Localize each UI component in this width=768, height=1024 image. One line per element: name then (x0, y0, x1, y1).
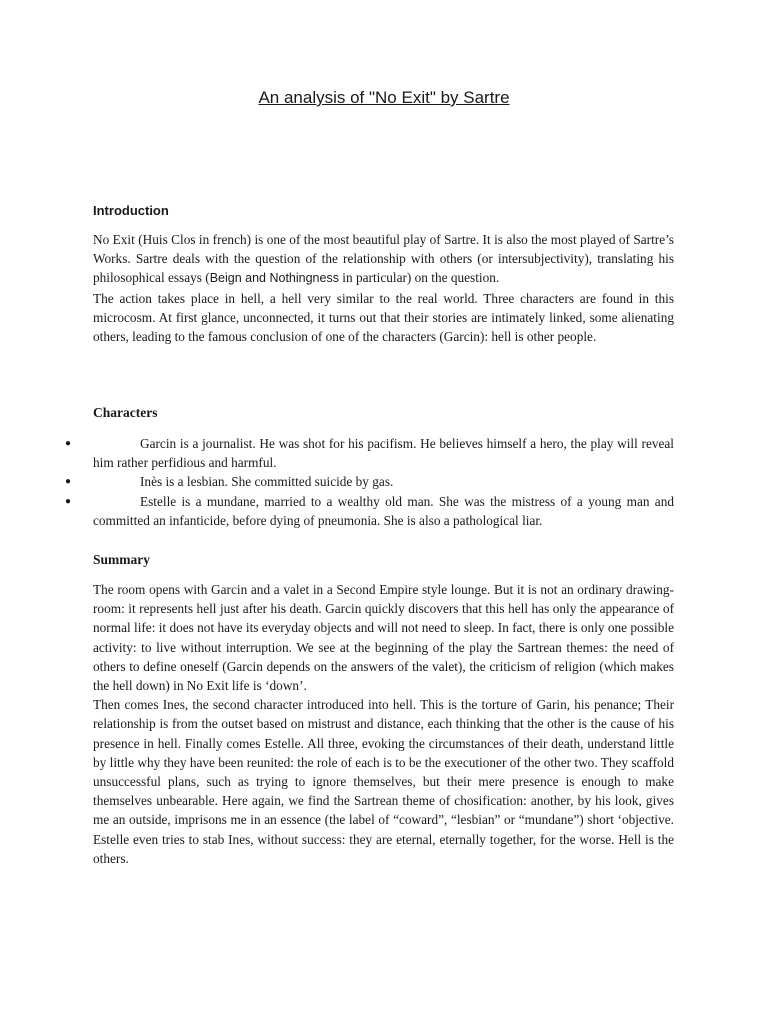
list-item (65, 472, 674, 491)
list-item (65, 434, 674, 472)
introduction-paragraph-2: The action takes place in hell, a hell very similar to the real world. Three characters are found in this microcosm. At first glance, unconnected, it turns out that their stories are intimately linked, some alienating others, leading to the famous conclusion of one of the characters (Garcin): hell is other people. (93, 290, 674, 345)
summary-section (93, 580, 674, 868)
summary-heading: Summary (93, 552, 150, 567)
characters-heading: Characters (93, 405, 158, 420)
character-description: Inès is a lesbian. She committed suicide by gas. (140, 474, 394, 490)
introduction-heading: Introduction (93, 203, 169, 218)
list-item (65, 492, 674, 530)
bullet-icon: ● (65, 495, 72, 507)
book-title-inline: Beign and Nothingness (209, 271, 339, 286)
intro-text-part: in particular) on the question. (338, 270, 500, 286)
summary-paragraph-2: Then comes Ines, the second character introduced into hell. This is the torture of Garin, his penance; Their relationship is from the outset based on mistrust and distance, each thinking that the other is the cause of his presence in hell. Finally comes Estelle. All three, evoking the circumstances of their death, understand little by little why they have been reunited: the role of each is to be the executioner of the other two. They scaffold unsuccessful plans, such as trying to ignore themselves, but their mere presence is enough to make themselves unbearable. Here again, we find the Sartrean theme of chosification: another, by his look, gives me an outside, imprisons me in an essence (the label of “coward”, “lesbian” or “mundane”) short ‘objective. Estelle even tries to stab Ines, without success: they are eternal, eternally together, for the worse. Hell is the others. (93, 697, 674, 866)
introduction-section (93, 230, 674, 346)
intro-text-part: No Exit (Huis Clos in french) is one of the most beautiful play of Sartre. It is also the most played of Sartre’s Works. Sartre deals with the question of the relationship with others (or intersubjectivity), translating his philosophical essays ( (93, 232, 674, 286)
bullet-icon: ● (65, 476, 72, 488)
character-description: Garcin is a journalist. He was shot for his pacifism. He believes himself a hero, the play will reveal him rather perfidious and harmful. (93, 436, 674, 471)
characters-list (65, 434, 674, 530)
summary-paragraph-1: The room opens with Garcin and a valet in a Second Empire style lounge. But it is not an ordinary drawing-room: it represents hell just after his death. Garcin quickly discovers that this hell has only the appearance of normal life: it does not have its everyday objects and will not need to sleep. In fact, there is only one possible activity: to live without interruption. We see at the beginning of the play the Sartrean themes: the need of others to define oneself (Garcin depends on the answers of the valet), the criticism of religion (which makes the hell down) in No Exit life is ‘down’. (93, 582, 674, 694)
introduction-paragraph-1 (93, 230, 674, 289)
bullet-icon: ● (65, 438, 72, 449)
document-title: An analysis of "No Exit" by Sartre (258, 88, 510, 107)
character-description: Estelle is a mundane, married to a wealthy old man. She was the mistress of a young man and committed an infanticide, before dying of pneumonia. She is also a pathological liar. (93, 493, 674, 528)
